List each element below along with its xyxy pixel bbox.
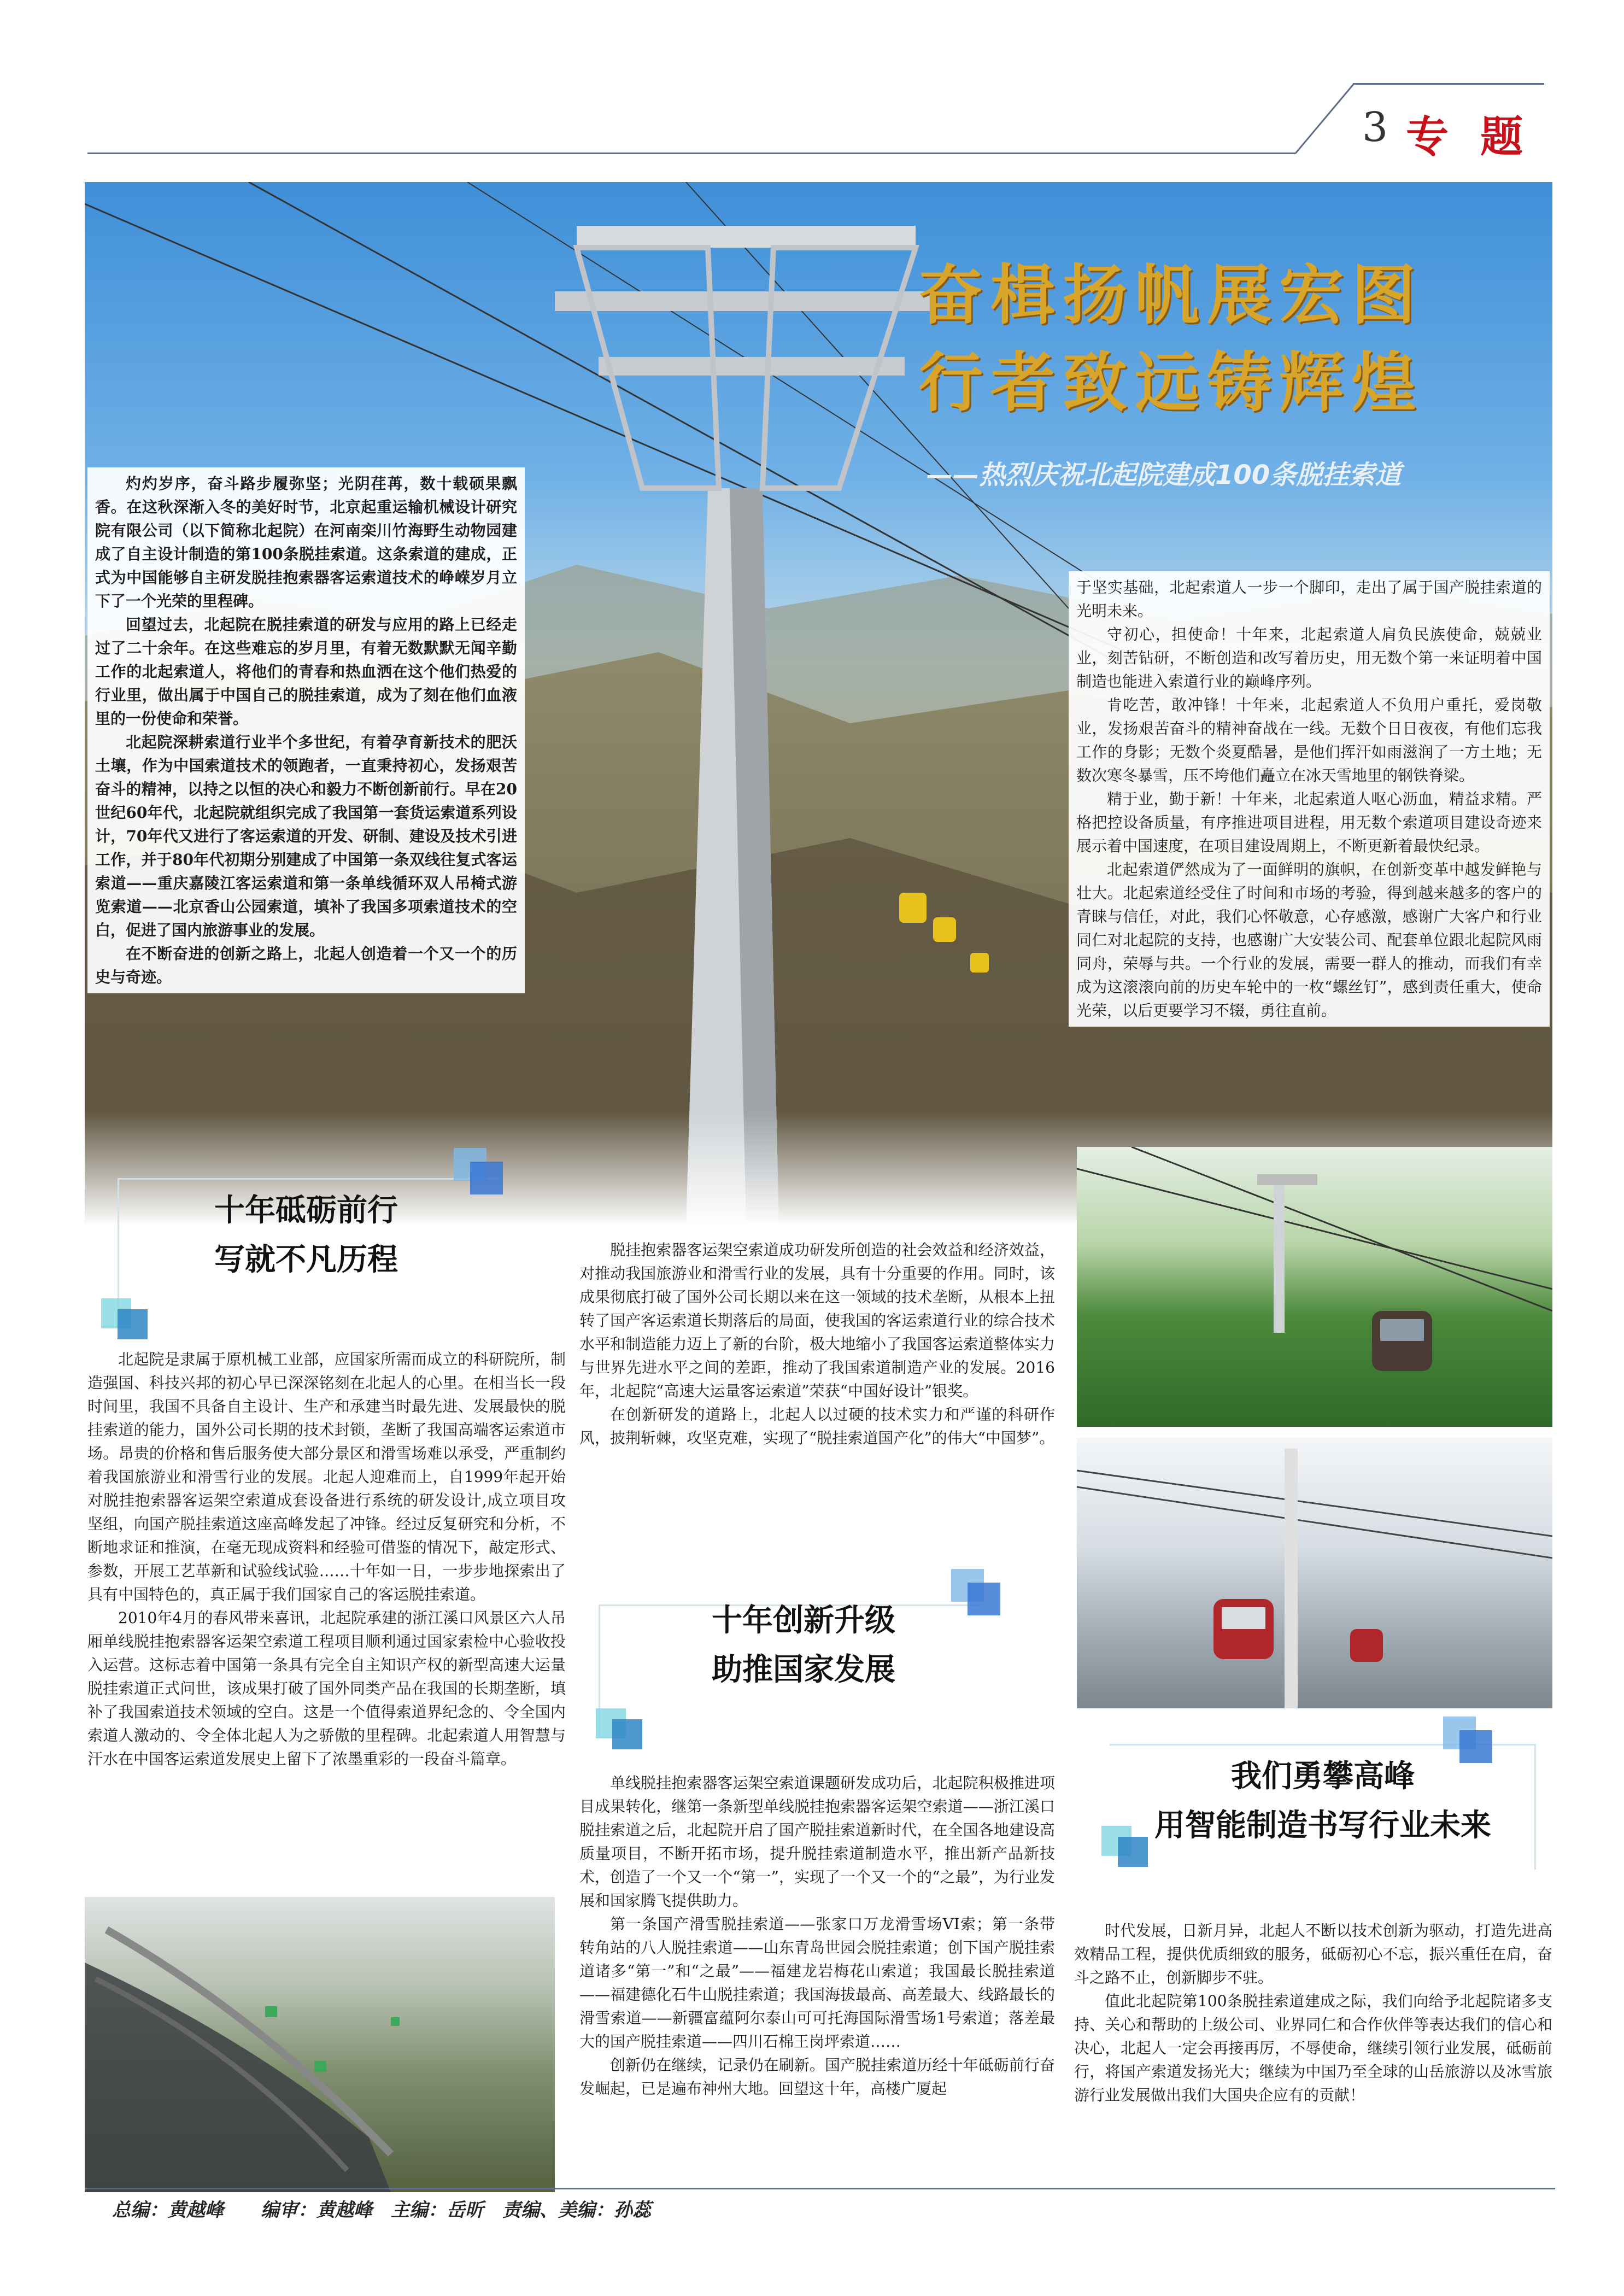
deco-square: [470, 1162, 503, 1194]
gondola-summer-photo: [1077, 1147, 1552, 1427]
section1-heading-line2: 写就不凡历程: [214, 1242, 398, 1278]
section3-paragraph: 时代发展，日新月异，北起人不断以技术创新为驱动，打造先进高效精品工程，提供优质细致的服务，砥砺初心不忘，振兴重任在肩，奋斗之路不止，创新脚步不驻。: [1074, 1922, 1552, 1987]
section3-paragraph: 值此北起院第100条脱挂索道建成之际，我们向给予北起院诸多支持、关心和帮助的上级公司、业界同仁和合作伙伴等表达我们的信心和决心，北起人一定会再接再厉，不辱使命，继续引领行业发展，砥砺前行，将国产索道发扬光大；继续为中国乃至全球的山岳旅游以及冰雪旅游行业发展做出我们大国央企应有的贡献！: [1074, 1992, 1552, 2104]
right-paragraph: 守初心，担使命！十年来，北起索道人肩负民族使命，兢兢业业，刻苦钻研，不断创造和改写着历史，用无数个第一来证明着中国制造也能进入索道行业的巅峰序列。: [1076, 625, 1542, 690]
section1-heading-line1: 十年砥砺前行: [214, 1193, 398, 1228]
header-rule-right: [1353, 83, 1544, 85]
intro-paragraph: 北起院深耕索道行业半个多世纪，有着孕育新技术的肥沃土壤，作为中国索道技术的领跑者，一直秉持初心，发扬艰苦奋斗的精神，以持之以恒的决心和毅力不断创新前行。早在20世纪60年代，北起院就组织完成了我国第一套货运索道系列设计，70年代又进行了客运索道的开发、研制、建设及技术引进工作，并于80年代初期分别建成了中国第一条双线往复式客运索道——重庆嘉陵江客运索道和第一条单线循环双人吊椅式游览索道——北京香山公园索道，填补了我国多项索道技术的空白，促进了国内旅游事业的发展。: [95, 733, 517, 939]
hero-title-line2: 行者致远铸辉煌: [918, 344, 1424, 420]
section-title: 专题: [1406, 112, 1555, 162]
gondola-winter-illustration: [1077, 1438, 1552, 1708]
right-paragraph: 精于业，勤于新！十年来，北起索道人呕心沥血，精益求精。严格把控设备质量，有序推进项目进程，用无数个索道项目建设奇迹来展示着中国速度，在项目建设周期上，不断更新着最快纪录。: [1076, 790, 1542, 855]
intro-text: [87, 467, 525, 993]
bullwheel-photo: [85, 1897, 555, 2192]
footer-rule: [85, 2188, 1555, 2189]
deco-square: [118, 1309, 148, 1339]
intro-paragraph: 回望过去，北起院在脱挂索道的研发与应用的路上已经走过了二十余年。在这些难忘的岁月里，有着无数默默无闻辛勤工作的北起索道人，将他们的青春和热血洒在这个他们热爱的行业里，做出属于中国自己的脱挂索道，成为了刻在他们血液里的一份使命和荣誉。: [95, 616, 517, 728]
header-rule-slant: [1295, 84, 1354, 154]
footer-credits: 总编：黄越峰 编审：黄越峰 主编：岳昕 责编、美编：孙蕊: [112, 2199, 651, 2221]
deco-square: [612, 1719, 642, 1749]
section2-paragraph: 单线脱挂抱索器客运架空索道课题研发成功后，北起院积极推进项目成果转化，继第一条新型单线脱挂抱索器客运架空索道——浙江溪口脱挂索道之后，北起院开启了国产脱挂索道新时代，在全国各地建设高质量项目，不断开拓市场，提升脱挂索道制造水平，推出新产品新技术，创造了一个又一个“第一”，实现了一个又一个的“之最”，为行业发展和国家腾飞提供助力。: [579, 1774, 1055, 1910]
page-number: 3: [1362, 104, 1388, 151]
middle-column-text: [579, 1238, 1055, 1450]
section2-paragraph: 第一条国产滑雪脱挂索道——张家口万龙滑雪场VI索；第一条带转角站的八人脱挂索道——山东青岛世园会脱挂索道；创下国产脱挂索道诸多“第一”和“之最”——福建龙岩梅花山索道；我国最长脱挂索道——福建德化石牛山脱挂索道；我国海拔最高、高差最大、线路最长的滑雪索道——新疆富蕴阿尔泰山可可托海国际滑雪场1号索道；落差最大的国产脱挂索道——四川石棉王岗坪索道……: [579, 1915, 1055, 2051]
section1-paragraph: 2010年4月的春风带来喜讯，北起院承建的浙江溪口风景区六人吊厢单线脱挂抱索器客运架空索道工程项目顺利通过国家索检中心验收投入运营。这标志着中国第一条具有完全自主知识产权的新型高速大运量脱挂索道正式问世，该成果打破了国外同类产品在我国的长期垄断，填补了我国索道技术领域的空白。这是一个值得索道界纪念的、令全国内索道人激动的、令全体北起人为之骄傲的里程碑。北起索道人用智慧与汗水在中国客运索道发展史上留下了浓墨重彩的一段奋斗篇章。: [87, 1609, 566, 1768]
right-paragraph: 肯吃苦，敢冲锋！十年来，北起索道人不负用户重托，爱岗敬业，发扬艰苦奋斗的精神奋战在一线。无数个日日夜夜，有他们忘我工作的身影；无数个炎夏酷暑，是他们挥汗如雨滋润了一方土地；无数次寒冬暴雪，压不垮他们矗立在冰天雪地里的钢铁脊梁。: [1076, 696, 1542, 784]
section2-paragraph: 创新仍在继续，记录仍在刷新。国产脱挂索道历经十年砥砺前行奋发崛起，已是遍布神州大地。回望这十年，高楼广厦起: [579, 2056, 1055, 2098]
right-paragraph: 于坚实基础，北起索道人一步一个脚印，走出了属于国产脱挂索道的光明未来。: [1076, 578, 1542, 620]
gondola-winter-photo: [1077, 1438, 1552, 1708]
section2-heading-line1: 十年创新升级: [712, 1603, 895, 1638]
section2-text: [579, 1771, 1055, 2100]
intro-paragraph: 灼灼岁序，奋斗路步履弥坚；光阴荏苒，数十载硕果飘香。在这秋深渐入冬的美好时节，北京起重运输机械设计研究院有限公司（以下简称北起院）在河南栾川竹海野生动物园建成了自主设计制造的第100条脱挂索道。这条索道的建成，正式为中国能够自主研发脱挂抱索器客运索道技术的峥嵘岁月立下了一个光荣的里程碑。: [95, 475, 517, 610]
bullwheel-illustration: [85, 1897, 555, 2192]
hero-title-line1: 奋楫扬帆展宏图: [918, 257, 1424, 333]
section3-heading-line2: 用智能制造书写行业未来: [1154, 1808, 1491, 1843]
header-rule-left: [87, 153, 1295, 154]
gondola-summer-illustration: [1077, 1147, 1552, 1427]
hero-subtitle: ——热烈庆祝北起院建成100条脱挂索道: [927, 460, 1402, 490]
section2-heading-line2: 助推国家发展: [712, 1652, 895, 1688]
section1-text: [87, 1348, 566, 1771]
middle-paragraph: 在创新研发的道路上，北起人以过硬的技术实力和严谨的科研作风，披荆斩棘，攻坚克难，实现了“脱挂索道国产化”的伟大“中国梦”。: [579, 1405, 1055, 1447]
right-column-text: [1069, 571, 1550, 1027]
right-paragraph: 北起索道俨然成为了一面鲜明的旗帜，在创新变革中越发鲜艳与壮大。北起索道经受住了时间和市场的考验，得到越来越多的客户的青睐与信任，对此，我们心怀敬意，心存感激，感谢广大客户和行业同仁对北起院的支持，也感谢广大安装公司、配套单位跟北起院风雨同舟，荣辱与共。一个行业的发展，需要一群人的推动，而我们有幸成为这滚滚向前的历史车轮中的一枚“螺丝钉”，感到责任重大，使命光荣，以后更要学习不辍，勇往直前。: [1076, 860, 1542, 1020]
section1-paragraph: 北起院是隶属于原机械工业部，应国家所需而成立的科研院所，制造强国、科技兴邦的初心早已深深铭刻在北起人的心里。在相当长一段时间里，我国不具备自主设计、生产和承建当时最先进、发展最快的脱挂索道的能力，国外公司长期的技术封锁，垄断了我国高端客运索道市场。昂贵的价格和售后服务使大部分景区和滑雪场难以承受，严重制约着我国旅游业和滑雪行业的发展。北起人迎难而上，自1999年起开始对脱挂抱索器客运架空索道成套设备进行系统的研发设计,成立项目攻坚组，向国产脱挂索道这座高峰发起了冲锋。经过反复研究和分析，不断地求证和推演，在毫无现成资料和经验可借鉴的情况下，敲定形式、参数，开展工艺革新和试验线试验……十年如一日，一步步地探索出了具有中国特色的，真正属于我们国家自己的客运脱挂索道。: [87, 1350, 566, 1603]
section3-heading-line1: 我们勇攀高峰: [1231, 1759, 1415, 1794]
section3-text: [1074, 1919, 1552, 2107]
middle-paragraph: 脱挂抱索器客运架空索道成功研发所创造的社会效益和经济效益，对推动我国旅游业和滑雪行业的发展，具有十分重要的作用。同时，该成果彻底打破了国外公司长期以来在这一领域的技术垄断，从根本上扭转了国产客运索道长期落后的局面，使我国的客运索道行业的综合技术水平和制造能力迈上了新的台阶，极大地缩小了我国客运索道整体实力与世界先进水平之间的差距，推动了我国索道制造产业的发展。2016年，北起院“高速大运量客运索道”荣获“中国好设计”银奖。: [579, 1241, 1055, 1400]
deco-square: [968, 1583, 1000, 1615]
intro-paragraph: 在不断奋进的创新之路上，北起人创造着一个又一个的历史与奇迹。: [95, 945, 517, 986]
